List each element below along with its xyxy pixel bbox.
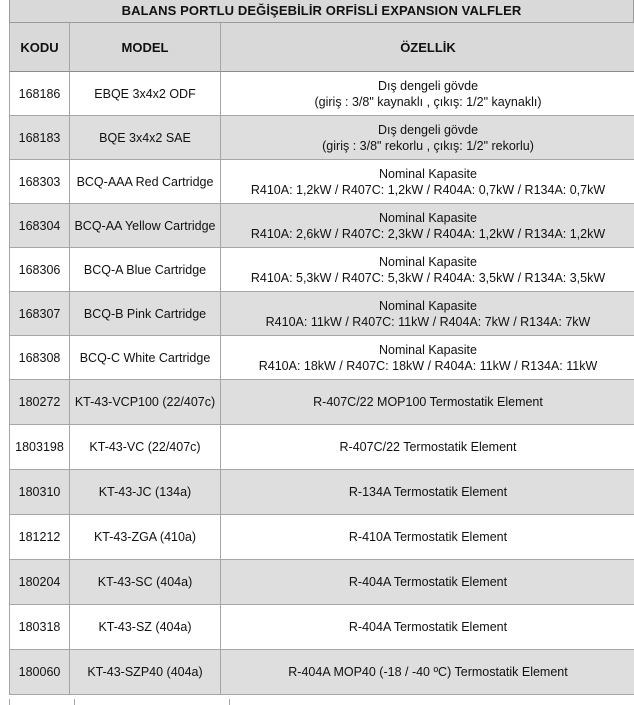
table-row bbox=[9, 160, 634, 204]
cell-code: 180204 bbox=[9, 560, 69, 605]
feature-line: Dış dengeli gövde bbox=[377, 122, 479, 137]
cell-model: BCQ-AA Yellow Cartridge bbox=[69, 204, 220, 248]
feature-line: Nominal Kapasite bbox=[379, 342, 477, 357]
feature-line: R-404A MOP40 (-18 / -40 ºC) Termostatik Element bbox=[288, 665, 568, 679]
cell-model: BCQ-AAA Red Cartridge bbox=[69, 160, 220, 204]
table-row bbox=[9, 248, 634, 292]
cell-feature bbox=[220, 160, 634, 204]
cell-code: 168307 bbox=[9, 292, 69, 336]
table-row bbox=[9, 605, 634, 650]
cell-feature bbox=[220, 72, 634, 116]
cell-code: 168303 bbox=[9, 160, 69, 204]
cell-model: EBQE 3x4x2 ODF bbox=[69, 72, 220, 116]
cell-feature bbox=[220, 425, 634, 470]
cell-model: KT-43-SC (404a) bbox=[69, 560, 220, 605]
table-row bbox=[9, 116, 634, 160]
feature-line: (giriş : 3/8" kaynaklı , çıkış: 1/2" kaynaklı) bbox=[314, 94, 542, 109]
cell-feature bbox=[220, 336, 634, 380]
header-feature: ÖZELLİK bbox=[220, 23, 634, 72]
cell-code: 168306 bbox=[9, 248, 69, 292]
feature-line: R-407C/22 MOP100 Termostatik Element bbox=[313, 395, 543, 409]
cell-feature bbox=[220, 470, 634, 515]
feature-line: R-404A Termostatik Element bbox=[348, 620, 508, 634]
cell-code: 180318 bbox=[9, 605, 69, 650]
cell-model: BCQ-A Blue Cartridge bbox=[69, 248, 220, 292]
feature-line: Nominal Kapasite bbox=[379, 166, 477, 181]
cell-model: KT-43-ZGA (410a) bbox=[69, 515, 220, 560]
table-row bbox=[9, 72, 634, 116]
feature-line: (giriş : 3/8" rekorlu , çıkış: 1/2" rekorlu) bbox=[322, 138, 534, 153]
cell-model: BQE 3x4x2 SAE bbox=[69, 116, 220, 160]
cell-feature bbox=[220, 292, 634, 336]
table-row bbox=[9, 425, 634, 470]
feature-line: R-404A Termostatik Element bbox=[348, 575, 508, 589]
table-row bbox=[9, 515, 634, 560]
cell-model: KT-43-SZP40 (404a) bbox=[69, 650, 220, 695]
cell-code: 1803198 bbox=[9, 425, 69, 470]
feature-line: Dış dengeli gövde bbox=[377, 78, 479, 93]
partial-row bbox=[9, 699, 634, 705]
cell-code: 180060 bbox=[9, 650, 69, 695]
header-model: MODEL bbox=[69, 23, 220, 72]
cell-model: KT-43-VC (22/407c) bbox=[69, 425, 220, 470]
feature-line: R-407C/22 Termostatik Element bbox=[339, 440, 517, 454]
feature-line: Nominal Kapasite bbox=[379, 298, 477, 313]
cell-model: KT-43-SZ (404a) bbox=[69, 605, 220, 650]
cell-code: 168308 bbox=[9, 336, 69, 380]
feature-line: R410A: 5,3kW / R407C: 5,3kW / R404A: 3,5kW / R134A: 3,5kW bbox=[250, 270, 606, 285]
cell-feature bbox=[220, 204, 634, 248]
feature-line: R410A: 11kW / R407C: 11kW / R404A: 7kW / R134A: 7kW bbox=[265, 314, 591, 329]
cell-code: 180272 bbox=[9, 380, 69, 425]
cell-feature bbox=[220, 560, 634, 605]
table-row bbox=[9, 336, 634, 380]
table-row bbox=[9, 380, 634, 425]
cell-feature bbox=[220, 116, 634, 160]
header-code: KODU bbox=[9, 23, 69, 72]
table-title: BALANS PORTLU DEĞİŞEBİLİR ORFİSLİ EXPANSION VALFLER bbox=[9, 0, 634, 23]
product-table bbox=[9, 23, 634, 695]
table-row bbox=[9, 560, 634, 605]
table-row bbox=[9, 650, 634, 695]
cell-code: 181212 bbox=[9, 515, 69, 560]
feature-line: R-410A Termostatik Element bbox=[348, 530, 508, 544]
table-body bbox=[9, 72, 634, 695]
feature-line: R-134A Termostatik Element bbox=[348, 485, 508, 499]
cell-code: 168304 bbox=[9, 204, 69, 248]
feature-line: R410A: 1,2kW / R407C: 1,2kW / R404A: 0,7kW / R134A: 0,7kW bbox=[250, 182, 606, 197]
header-row bbox=[9, 23, 634, 72]
cell-code: 168183 bbox=[9, 116, 69, 160]
cell-code: 168186 bbox=[9, 72, 69, 116]
table-row bbox=[9, 292, 634, 336]
feature-line: R410A: 2,6kW / R407C: 2,3kW / R404A: 1,2kW / R134A: 1,2kW bbox=[250, 226, 606, 241]
cell-feature bbox=[220, 605, 634, 650]
cell-model: BCQ-C White Cartridge bbox=[69, 336, 220, 380]
table-row bbox=[9, 470, 634, 515]
cell-feature bbox=[220, 248, 634, 292]
feature-line: Nominal Kapasite bbox=[379, 210, 477, 225]
cell-feature bbox=[220, 650, 634, 695]
cell-model: KT-43-JC (134a) bbox=[69, 470, 220, 515]
table-row bbox=[9, 204, 634, 248]
feature-line: R410A: 18kW / R407C: 18kW / R404A: 11kW / R134A: 11kW bbox=[258, 358, 598, 373]
cell-model: KT-43-VCP100 (22/407c) bbox=[69, 380, 220, 425]
product-table-page bbox=[9, 0, 634, 695]
cell-feature bbox=[220, 515, 634, 560]
cell-code: 180310 bbox=[9, 470, 69, 515]
cell-model: BCQ-B Pink Cartridge bbox=[69, 292, 220, 336]
feature-line: Nominal Kapasite bbox=[379, 254, 477, 269]
cell-feature bbox=[220, 380, 634, 425]
